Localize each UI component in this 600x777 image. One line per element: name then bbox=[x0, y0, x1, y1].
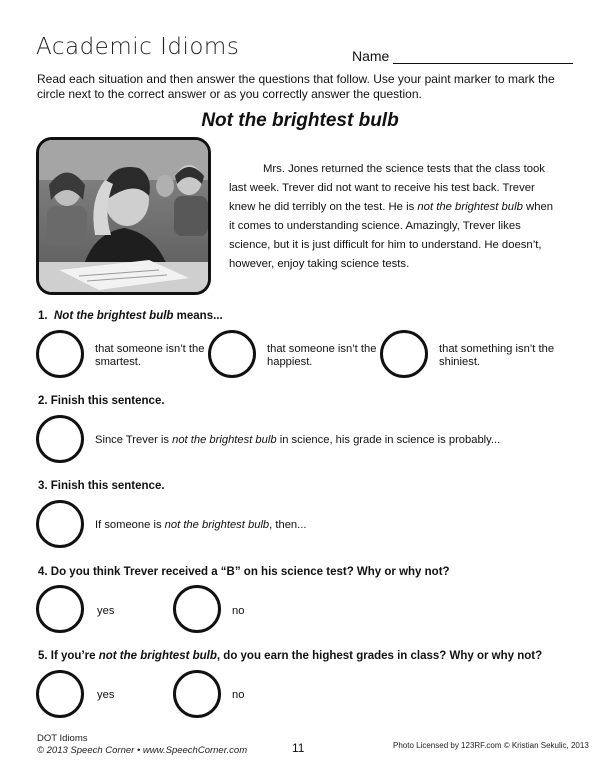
q3-prompt-idiom: not the brightest bulb bbox=[164, 519, 270, 531]
q1-option-b-circle[interactable] bbox=[208, 330, 256, 378]
classroom-photo bbox=[36, 137, 211, 295]
q4-no-circle[interactable] bbox=[173, 585, 221, 633]
name-line[interactable] bbox=[393, 49, 573, 64]
question-3-label: 3. Finish this sentence. bbox=[38, 480, 165, 492]
q5-yes-label: yes bbox=[97, 689, 115, 701]
q5-no-label: no bbox=[232, 689, 245, 701]
footer-copyright: © 2013 Speech Corner • www.SpeechCorner.com bbox=[37, 745, 248, 756]
q4-yes-label: yes bbox=[97, 605, 115, 617]
story-part2: when it comes to understanding science. Amazingly, Trever likes science, but it is just difficult for him to understand. He doesn’t, however, enjoy taking science tests. bbox=[229, 201, 554, 270]
question-5-label bbox=[38, 650, 542, 662]
q4-yes-circle[interactable] bbox=[36, 585, 84, 633]
q2-prompt bbox=[95, 434, 565, 447]
q2-prompt-post: in science, his grade in science is probably... bbox=[276, 434, 501, 446]
question-1-rest: means... bbox=[173, 310, 223, 322]
name-label: Name bbox=[352, 48, 390, 64]
question-5-pre: 5. If you’re bbox=[38, 650, 99, 662]
photo-credit: Photo Licensed by 123RF.com © Kristian Sekulic, 2013 bbox=[393, 741, 589, 750]
story-idiom: not the brightest bulb bbox=[417, 201, 523, 213]
question-1-number: 1. bbox=[38, 310, 48, 322]
q2-prompt-idiom: not the brightest bulb bbox=[172, 434, 277, 446]
story-paragraph bbox=[229, 160, 559, 274]
q1-option-a-circle[interactable] bbox=[36, 330, 84, 378]
q3-prompt bbox=[95, 519, 565, 532]
q5-yes-circle[interactable] bbox=[36, 670, 84, 718]
name-field[interactable] bbox=[352, 48, 573, 64]
question-5-idiom: not the brightest bulb bbox=[98, 650, 217, 662]
q3-answer-circle[interactable] bbox=[36, 500, 84, 548]
question-1-idiom: Not the brightest bulb bbox=[53, 310, 174, 322]
page-number: 11 bbox=[292, 741, 305, 755]
q1-option-a-text: that someone isn’t the smartest. bbox=[95, 343, 205, 368]
question-4-label: 4. Do you think Trever received a “B” on his science test? Why or why not? bbox=[38, 566, 450, 578]
q3-prompt-post: , then... bbox=[269, 519, 307, 531]
q1-option-c-circle[interactable] bbox=[380, 330, 428, 378]
footer-series: DOT Idioms bbox=[37, 733, 88, 744]
q3-prompt-pre: If someone is bbox=[95, 519, 165, 531]
q1-option-b-text: that someone isn’t the happiest. bbox=[267, 343, 377, 368]
q2-prompt-pre: Since Trever is bbox=[95, 434, 173, 446]
classroom-photo-image bbox=[39, 140, 208, 292]
worksheet-title: Academic Idioms bbox=[36, 34, 240, 60]
question-2-label: 2. Finish this sentence. bbox=[38, 395, 165, 407]
instructions: Read each situation and then answer the questions that follow. Use your paint marker to mark the circle next to the correct answer or as you correctly answer the question. bbox=[37, 72, 555, 101]
q5-no-circle[interactable] bbox=[173, 670, 221, 718]
q1-option-c-text: that something isn’t the shiniest. bbox=[439, 343, 555, 368]
idiom-heading: Not the brightest bulb bbox=[201, 110, 399, 131]
question-5-post: , do you earn the highest grades in class? Why or why not? bbox=[216, 650, 543, 662]
story-part1: Mrs. Jones returned the science tests that the class took last week. Trever did not want to receive his test back. Trever knew he did terribly on the test. He is bbox=[229, 163, 545, 213]
q4-no-label: no bbox=[232, 605, 245, 617]
question-1-label bbox=[38, 310, 223, 322]
footer-left bbox=[37, 733, 247, 757]
q2-answer-circle[interactable] bbox=[36, 415, 84, 463]
